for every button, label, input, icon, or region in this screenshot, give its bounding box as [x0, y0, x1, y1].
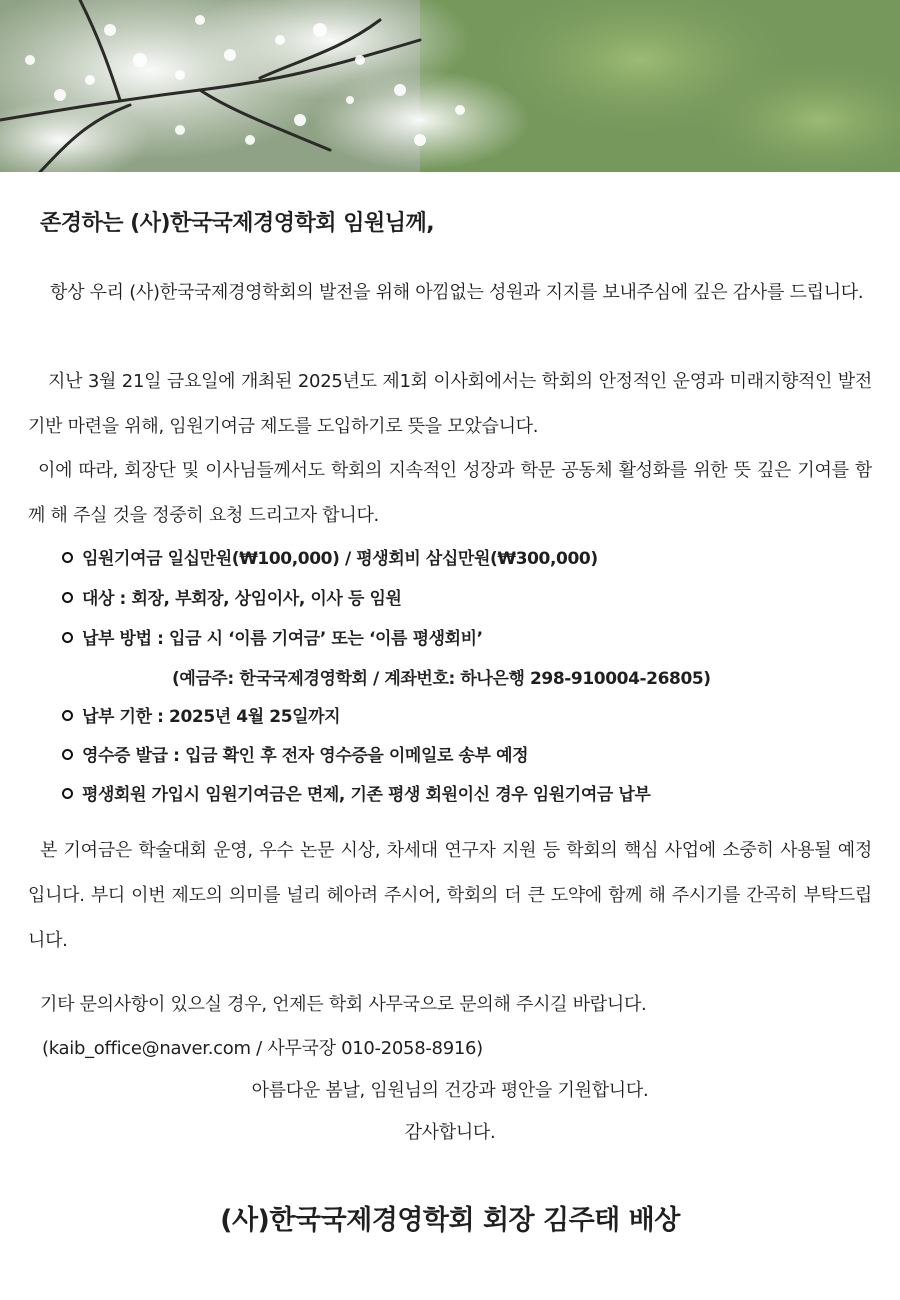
circle-bullet-icon	[62, 710, 73, 721]
list-item	[62, 702, 340, 727]
contact-info: (kaib_office@naver.com / 사무국장 010-2058-8916)	[42, 1038, 483, 1059]
intro-paragraph: 항상 우리 (사)한국국제경영학회의 발전을 위해 아낌없는 성원과 지지를 보내주심에 깊은 감사를 드립니다.	[50, 282, 864, 303]
list-item-text: 납부 기한 : 2025년 4월 25일까지	[82, 707, 341, 727]
circle-bullet-icon	[62, 552, 73, 563]
list-item-text: 영수증 발급 : 입금 확인 후 전자 영수증을 이메일로 송부 예정	[82, 746, 529, 766]
circle-bullet-icon	[62, 592, 73, 603]
list-item	[62, 544, 598, 569]
circle-bullet-icon	[62, 632, 73, 643]
list-item-text: 납부 방법 : 입금 시 ‘이름 기여금’ 또는 ‘이름 평생회비’	[82, 629, 483, 649]
list-item	[62, 584, 402, 609]
list-item	[62, 741, 528, 766]
request-paragraph: 이에 따라, 회장단 및 이사님들께서도 학회의 지속적인 성장과 학문 공동체 활성화를 위한 뜻 깊은 기여를 함께 해 주실 것을 정중히 요청 드리고자 합니다.	[28, 460, 872, 526]
circle-bullet-icon	[62, 749, 73, 760]
circle-bullet-icon	[62, 788, 73, 799]
signature: (사)한국국제경영학회 회장 김주태 배상	[220, 1205, 680, 1236]
list-item-text: 평생회원 가입시 임원기여금은 면제, 기존 평생 회원이신 경우 임원기여금 납부	[82, 785, 651, 805]
list-item-text: 임원기여금 일십만원(₩100,000) / 평생회비 삼십만원(₩300,000)	[82, 549, 598, 569]
cherry-blossom-illustration	[0, 0, 900, 172]
list-item	[62, 780, 650, 805]
list-item-text: 대상 : 회장, 부회장, 상임이사, 이사 등 임원	[82, 589, 402, 609]
header-banner-image	[0, 0, 900, 172]
inquiry-text: 기타 문의사항이 있으실 경우, 언제든 학회 사무국으로 문의해 주시길 바랍니다.	[40, 994, 647, 1015]
closing-thanks: 감사합니다.	[404, 1122, 496, 1143]
greeting-heading: 존경하는 (사)한국국제경영학회 임원님께,	[40, 211, 435, 236]
usage-paragraph: 본 기여금은 학술대회 운영, 우수 논문 시상, 차세대 연구자 지원 등 학회의 핵심 사업에 소중히 사용될 예정입니다. 부디 이번 제도의 의미를 널리 헤아려 주시어, 학회의 더 큰 도약에 함께 해 주시기를 간곡히 부탁드립니다.	[28, 840, 872, 951]
board-decision-paragraph: 지난 3월 21일 금요일에 개최된 2025년도 제1회 이사회에서는 학회의 안정적인 운영과 미래지향적인 발전 기반 마련을 위해, 임원기여금 제도를 도입하기로 뜻을 모았습니다.	[28, 371, 872, 437]
list-item	[62, 624, 483, 649]
closing-wish: 아름다운 봄날, 임원님의 건강과 평안을 기원합니다.	[251, 1080, 649, 1101]
bank-account-info: (예금주: 한국국제경영학회 / 계좌번호: 하나은행 298-910004-26805)	[172, 669, 711, 689]
